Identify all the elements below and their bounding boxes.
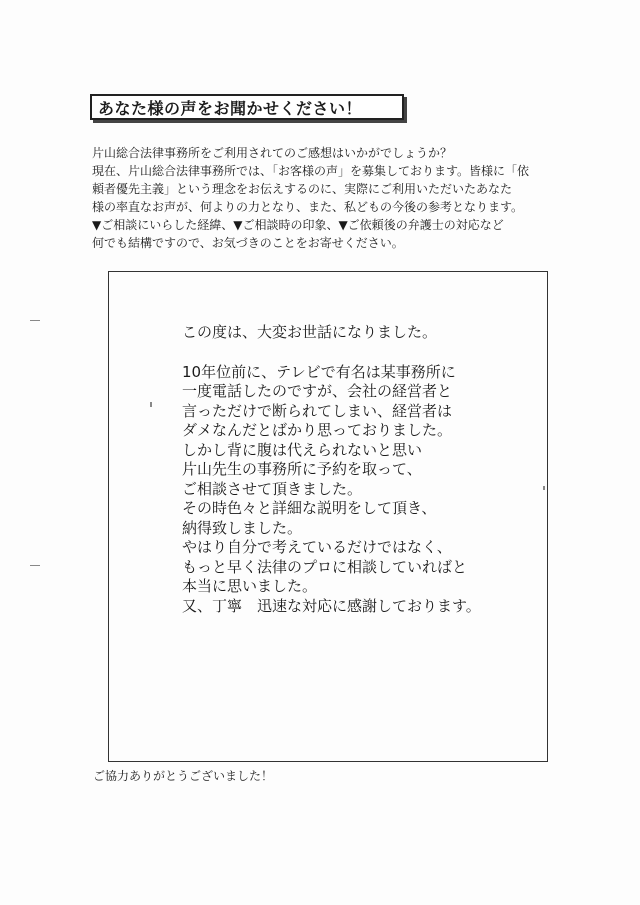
intro-line: 様の率直なお声が、何よりの力となり、また、私どもの今後の参考となります。 bbox=[92, 200, 524, 214]
letter-line: 言っただけで断られてしまい、経営者は bbox=[182, 401, 453, 420]
letter-line: 納得致しました。 bbox=[182, 518, 303, 537]
letter-line: ご相談させて頂きました。 bbox=[182, 479, 363, 498]
letter-line: 10年位前に、テレビで有名は某事務所に bbox=[182, 362, 456, 381]
title-box bbox=[90, 94, 404, 120]
letter-line: やはり自分で考えているだけではなく、 bbox=[182, 538, 452, 556]
letter-line: 本当に思いました。 bbox=[182, 577, 318, 595]
letter-line: 一度電話したのですが、会社の経営者と bbox=[182, 382, 453, 400]
intro-line: 現在、片山総合法律事務所では、「お客様の声」を募集しております。皆様に「依 bbox=[92, 164, 530, 178]
letter-line: 片山先生の事務所に予約を取って、 bbox=[182, 460, 422, 478]
scan-mark bbox=[150, 402, 152, 407]
intro-line: 片山総合法律事務所をご利用されてのご感想はいかがでしょうか？ bbox=[92, 146, 453, 160]
letter-line: その時色々と詳細な説明をして頂き、 bbox=[182, 499, 437, 517]
scan-mark bbox=[30, 320, 40, 321]
letter-line: ダメなんだとばかり思っておりました。 bbox=[182, 421, 453, 439]
intro-line: 何でも結構ですので、お気づきのことをお寄せください。 bbox=[92, 236, 404, 250]
customer-letter bbox=[182, 323, 542, 616]
letter-greeting: この度は、大変お世話になりました。 bbox=[182, 323, 438, 341]
scan-mark bbox=[30, 565, 40, 566]
page-title: あなた様の声をお聞かせください！ bbox=[98, 98, 363, 118]
intro-line: ▼ご相談にいらした経緯、▼ご相談時の印象、▼ご依頼後の弁護士の対応など bbox=[92, 218, 504, 232]
paragraph-gap bbox=[182, 343, 542, 363]
intro-paragraph bbox=[92, 144, 562, 252]
letter-line: しかし背に腹は代えられないと思い bbox=[182, 440, 423, 459]
scan-mark bbox=[543, 486, 545, 490]
intro-line: 頼者優先主義」という理念をお伝えするのに、実際にご利用いただいたあなた bbox=[92, 182, 513, 196]
letter-line: もっと早く法律のプロに相談していればと bbox=[182, 557, 468, 576]
letter-line: 又、丁寧 迅速な対応に感謝しております。 bbox=[182, 596, 481, 615]
closing-thanks: ご協力ありがとうございました！ bbox=[93, 769, 274, 783]
